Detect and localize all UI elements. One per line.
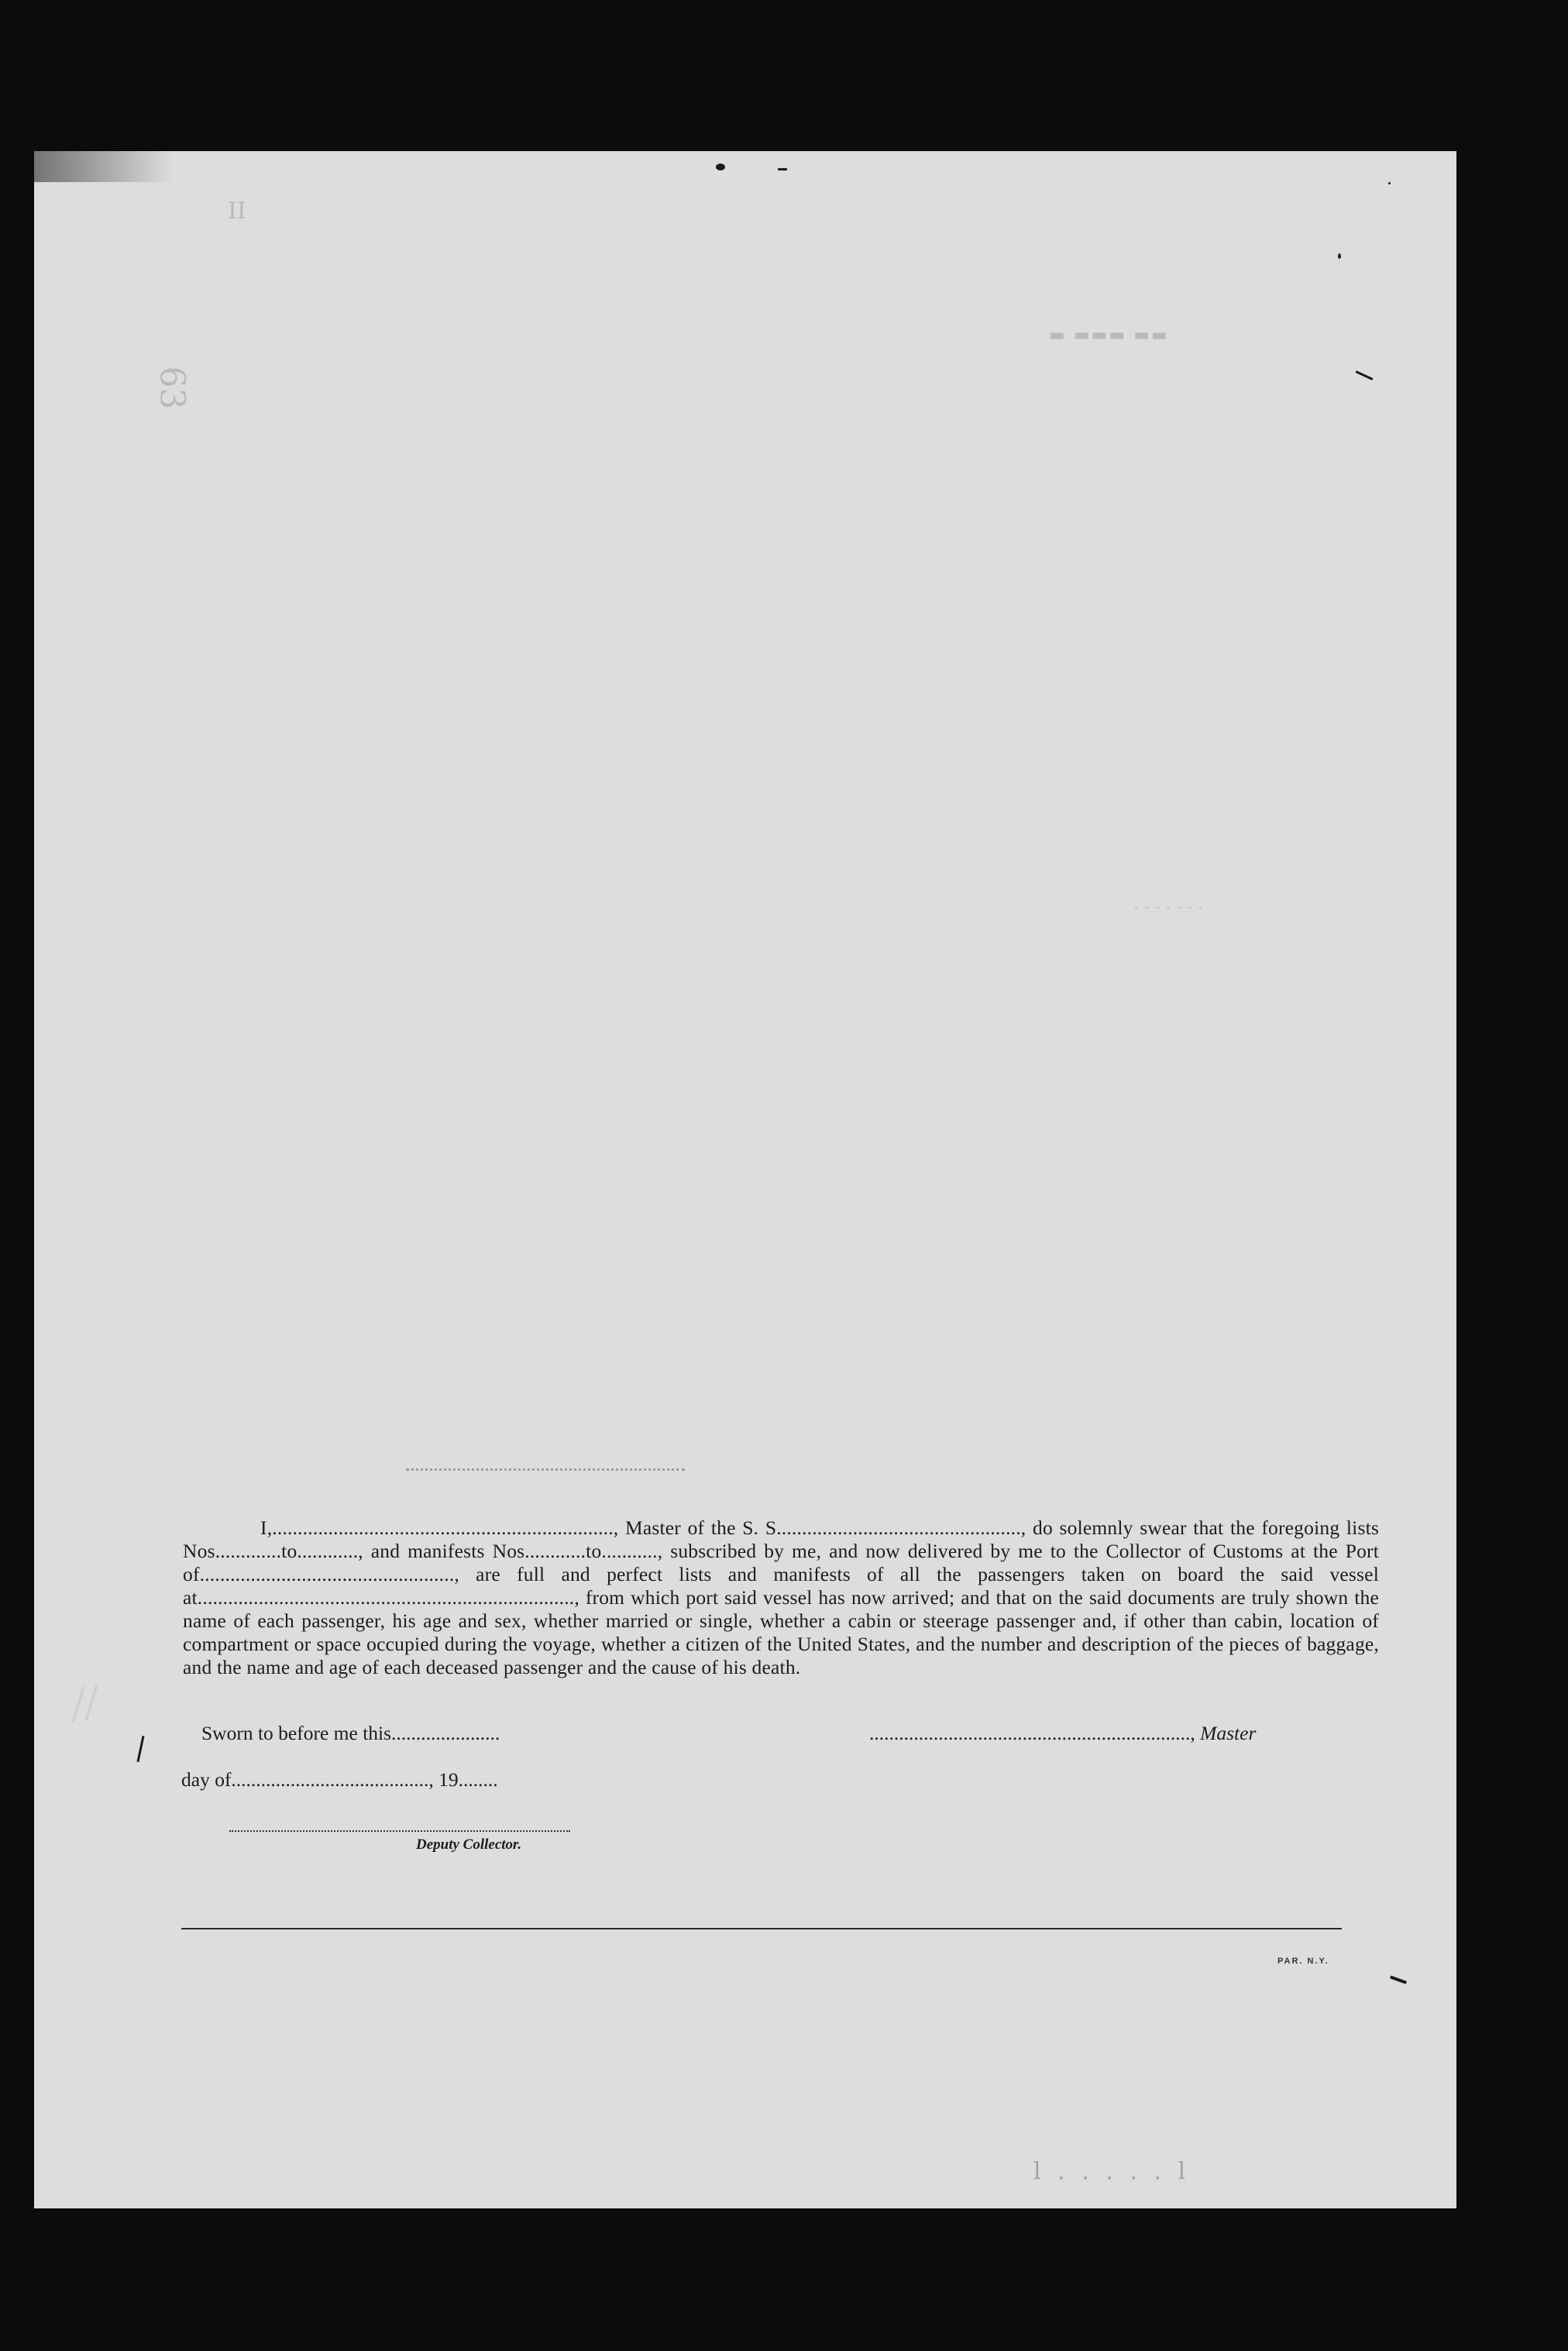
deputy-signature-line bbox=[229, 1830, 570, 1832]
sworn-text: Sworn to before me this...................... bbox=[201, 1722, 500, 1744]
margin-pen-mark: // bbox=[67, 1678, 102, 1729]
bleed-through-number: 63 bbox=[152, 366, 192, 410]
day-line bbox=[181, 1768, 498, 1792]
speck bbox=[1388, 182, 1391, 184]
deputy-collector-label: Deputy Collector. bbox=[416, 1836, 522, 1853]
horizontal-rule bbox=[181, 1928, 1342, 1929]
printer-mark: PAR. N.Y. bbox=[1277, 1957, 1329, 1966]
faint-dotted-line bbox=[406, 1468, 685, 1471]
speck bbox=[1338, 253, 1341, 259]
master-dots: ................................................................., bbox=[869, 1722, 1195, 1744]
top-left-mark: II bbox=[228, 198, 246, 225]
oath-paragraph bbox=[183, 1516, 1379, 1679]
corner-smudge bbox=[34, 151, 174, 182]
day-text: day of........................................, 19........ bbox=[181, 1768, 498, 1791]
speck bbox=[1355, 370, 1373, 380]
speck bbox=[778, 168, 787, 170]
master-signature-line bbox=[869, 1722, 1256, 1745]
bleed-through-dashes: - - - - - - - bbox=[1134, 899, 1204, 915]
oath-text: I,..................................................................., Master of the S. S................................................, do solemnly swear that the foregoing lists Nos.............to............, and manifests Nos............to..........., subscribed by me, and now delivered by me to the Collector of Customs at the Port of.................................................., are full and perfect lists and manifests of all the passengers taken on board the said vessel at.........................................................................., from which port said vessel has now arrived; and that on the said documents are truly shown the name of each passenger, his age and sex, whether married or single, whether a cabin or steerage passenger and, if other than cabin, location of compartment or space occupied during the voyage, whether a citizen of the United States, and the number and description of the pieces of baggage, and the name and age of each deceased passenger and the cause of his death. bbox=[183, 1516, 1379, 1678]
speck bbox=[1390, 1975, 1407, 1984]
sworn-line bbox=[201, 1722, 500, 1745]
document-page bbox=[34, 151, 1456, 2208]
speck bbox=[716, 164, 725, 170]
bleed-through-bottom: l . . . . . l bbox=[1033, 2158, 1191, 2185]
bleed-through-text: ▬ ▬▬▬ ▬▬ bbox=[1049, 325, 1169, 345]
master-label: Master bbox=[1200, 1722, 1257, 1744]
